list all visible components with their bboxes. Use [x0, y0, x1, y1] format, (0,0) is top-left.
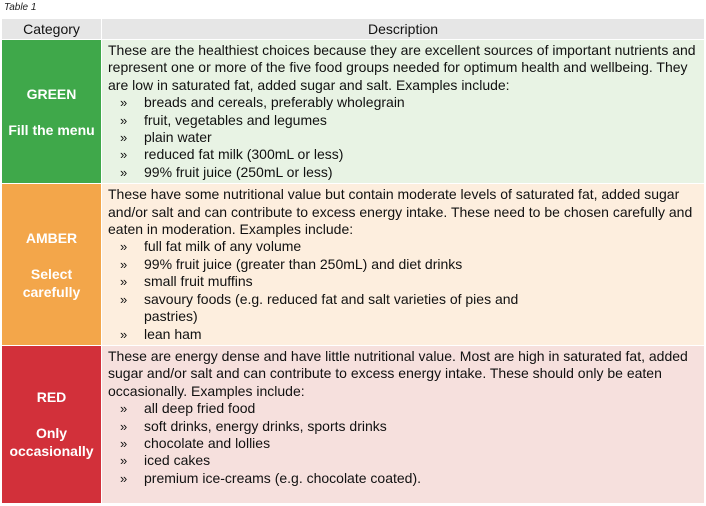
bullet-icon: »	[120, 326, 128, 342]
list-item: » fruit, vegetables and legumes	[120, 111, 327, 128]
bullet-icon: »	[120, 239, 128, 255]
category-subtitle: Select carefully	[22, 265, 81, 300]
bullet-icon: »	[120, 453, 128, 469]
description-text: These have some nutritional value but contain moderate levels of saturated fat, added sugar and/or salt and can contribute to excess energy intake. These need to be chosen carefully and eaten in moderation. Examples include:	[108, 186, 693, 238]
category-subtitle: Only occasionally	[9, 425, 94, 460]
category-cell-amber	[2, 184, 102, 346]
table-header-row	[2, 19, 705, 40]
list-item: » iced cakes	[120, 452, 211, 469]
category-label: AMBER	[25, 229, 78, 246]
table-row-red	[2, 345, 705, 503]
bullet-icon: »	[120, 164, 128, 180]
list-item: » all deep fried food	[120, 400, 256, 417]
bullet-icon: »	[120, 95, 128, 111]
list-item: » premium ice-creams (e.g. chocolate coated).	[120, 469, 421, 486]
bullet-icon: »	[120, 291, 128, 307]
list-item: » 99% fruit juice (250mL or less)	[120, 163, 333, 180]
category-cell-green	[2, 40, 102, 184]
list-item: » full fat milk of any volume	[120, 238, 302, 255]
list-item: » 99% fruit juice (greater than 250mL) and diet drinks	[120, 255, 463, 272]
bullet-icon: »	[120, 112, 128, 128]
header-description: Description	[102, 19, 705, 40]
description-cell-red	[102, 345, 705, 503]
bullet-icon: »	[120, 418, 128, 434]
list-item: » plain water	[120, 129, 212, 146]
category-label: RED	[36, 389, 67, 406]
list-item: » small fruit muffins	[120, 273, 253, 290]
category-label: GREEN	[26, 85, 77, 102]
table-row-green	[2, 40, 705, 184]
list-item: » breads and cereals, preferably wholegrain	[120, 94, 405, 111]
example-list	[108, 400, 698, 487]
bullet-icon: »	[120, 470, 128, 486]
example-list	[108, 238, 698, 342]
list-item: » lean ham	[120, 325, 202, 342]
list-item: » chocolate and lollies	[120, 434, 271, 451]
list-item: » soft drinks, energy drinks, sports drinks	[120, 417, 387, 434]
description-text: These are energy dense and have little nutritional value. Most are high in saturated fat, added sugar and/or salt and can contribute to excess energy intake. These should only be eaten occasionally. Examples include:	[108, 347, 688, 399]
header-category: Category	[2, 19, 102, 40]
bullet-icon: »	[120, 274, 128, 290]
description-cell-amber	[102, 184, 705, 346]
bullet-icon: »	[120, 256, 128, 272]
list-item: » savoury foods (e.g. reduced fat and salt varieties of pies and pastries)	[120, 290, 519, 325]
description-cell-green	[102, 40, 705, 184]
table-caption: Table 1	[4, 2, 37, 13]
example-list	[108, 94, 698, 181]
table-row-amber	[2, 184, 705, 346]
list-item: » reduced fat milk (300mL or less)	[120, 146, 344, 163]
bullet-icon: »	[120, 401, 128, 417]
bullet-icon: »	[120, 130, 128, 146]
description-text: These are the healthiest choices because they are excellent sources of important nutrients and represent one or more of the five food groups needed for optimum health and wellbeing. They are low in saturated fat, added sugar and salt. Examples include:	[108, 42, 696, 93]
category-subtitle: Fill the menu	[8, 121, 95, 138]
category-cell-red	[2, 345, 102, 503]
bullet-icon: »	[120, 147, 128, 163]
bullet-icon: »	[120, 435, 128, 451]
traffic-light-table	[1, 18, 705, 504]
